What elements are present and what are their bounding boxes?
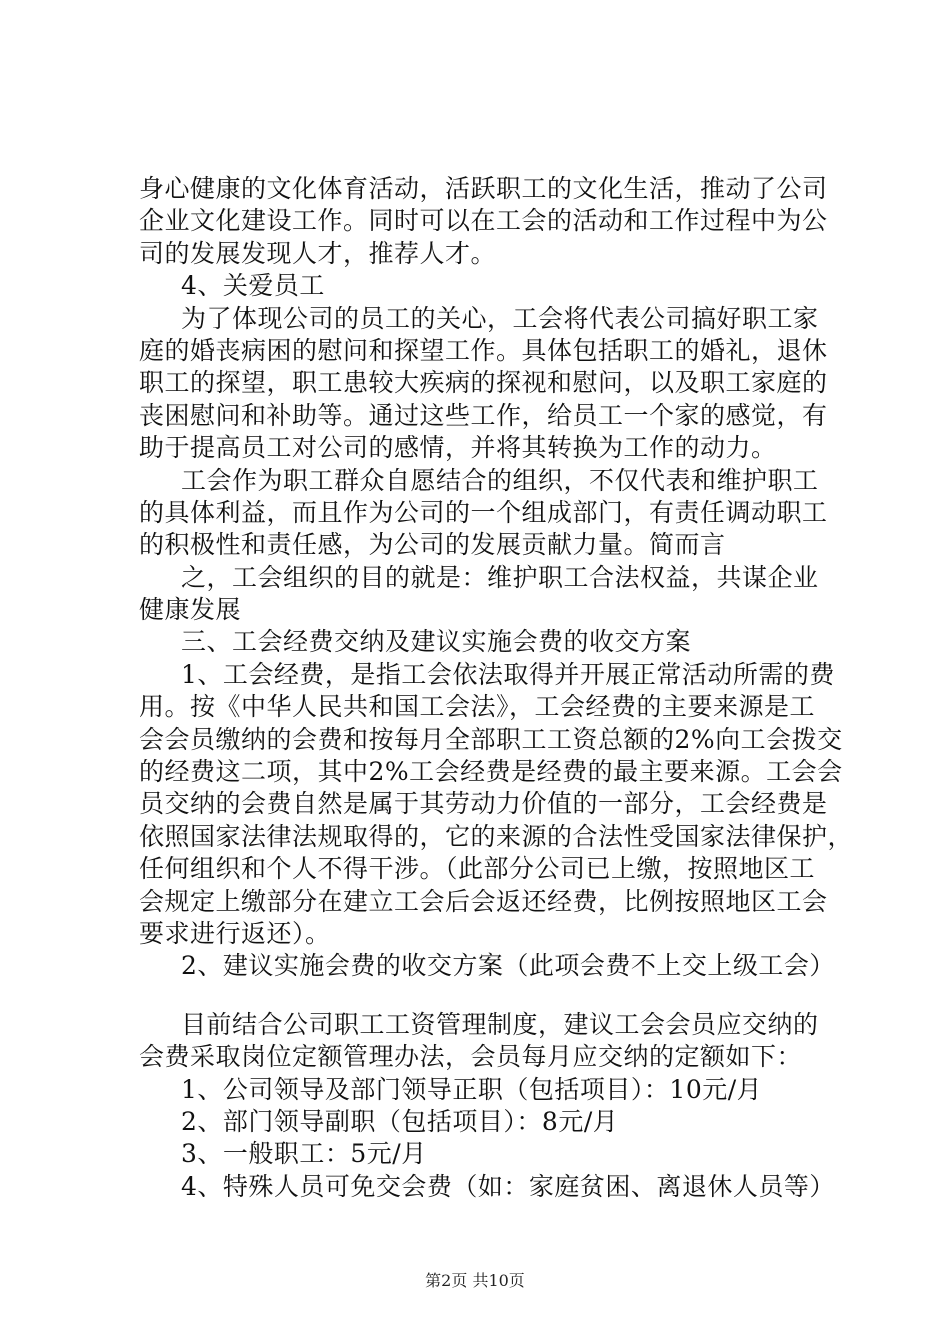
paragraph-gap [139, 983, 839, 1009]
list-item: 1、公司领导及部门领导正职（包括项目）：10元/月 [181, 1074, 763, 1104]
text-line: 健康发展 [139, 595, 242, 625]
text-line: 要求进行返还）。 [139, 918, 331, 948]
text-line: 司的发展发现人才，推荐人才。 [139, 238, 497, 268]
text-line: 助于提高员工对公司的感情，并将其转换为工作的动力。 [139, 433, 777, 463]
text-line: 之，工会组织的目的就是：维护职工合法权益，共谋企业 [181, 562, 819, 592]
list-item: 4、特殊人员可免交会费（如：家庭贫困、离退休人员等） [181, 1171, 835, 1201]
text-line: 企业文化建设工作。同时可以在工会的活动和工作过程中为公 [139, 206, 828, 236]
text-line: 目前结合公司职工工资管理制度，建议工会会员应交纳的 [181, 1009, 819, 1039]
text-line: 的经费这二项，其中2%工会经费是经费的最主要来源。工会会 [139, 757, 843, 787]
list-item: 2、部门领导副职（包括项目）：8元/月 [181, 1106, 619, 1136]
text-line: 丧困慰问和补助等。通过这些工作，给员工一个家的感觉，有 [139, 400, 828, 430]
text-line: 依照国家法律法规取得的，它的来源的合法性受国家法律保护， [139, 821, 854, 851]
section-heading: 4、关爱员工 [181, 271, 325, 301]
text-line: 身心健康的文化体育活动，活跃职工的文化生活，推动了公司 [139, 174, 828, 203]
text-line: 员交纳的会费自然是属于其劳动力价值的一部分，工会经费是 [139, 789, 828, 819]
text-line: 会费采取岗位定额管理办法，会员每月应交纳的定额如下： [139, 1042, 803, 1072]
text-line: 的积极性和责任感，为公司的发展贡献力量。简而言 [139, 530, 726, 560]
text-line: 为了体现公司的员工的关心，工会将代表公司搞好职工家 [181, 303, 819, 333]
text-line: 用。按《中华人民共和国工会法》，工会经费的主要来源是工 [139, 692, 816, 722]
subsection-heading: 2、建议实施会费的收交方案（此项会费不上交上级工会） [181, 951, 835, 981]
text-line: 会规定上缴部分在建立工会后会返还经费，比例按照地区工会 [139, 886, 828, 916]
page-number-footer: 第2页 共10页 [425, 1271, 525, 1290]
text-line: 庭的婚丧病困的慰问和探望工作。具体包括职工的婚礼，退休 [139, 335, 828, 365]
section-heading: 三、工会经费交纳及建议实施会费的收交方案 [181, 627, 692, 657]
text-line: 任何组织和个人不得干涉。（此部分公司已上缴，按照地区工 [139, 854, 816, 884]
text-line: 工会作为职工群众自愿结合的组织，不仅代表和维护职工 [181, 465, 819, 495]
text-line: 的具体利益，而且作为公司的一个组成部门，有责任调动职工 [139, 497, 828, 527]
text-line: 会会员缴纳的会费和按每月全部职工工资总额的2%向工会拨交 [139, 724, 843, 754]
list-item: 3、一般职工：5元/月 [181, 1139, 427, 1169]
document-body [139, 173, 854, 1203]
text-line: 1、工会经费，是指工会依法取得并开展正常活动所需的费 [181, 659, 835, 689]
text-line: 职工的探望，职工患较大疾病的探视和慰问，以及职工家庭的 [139, 368, 828, 398]
